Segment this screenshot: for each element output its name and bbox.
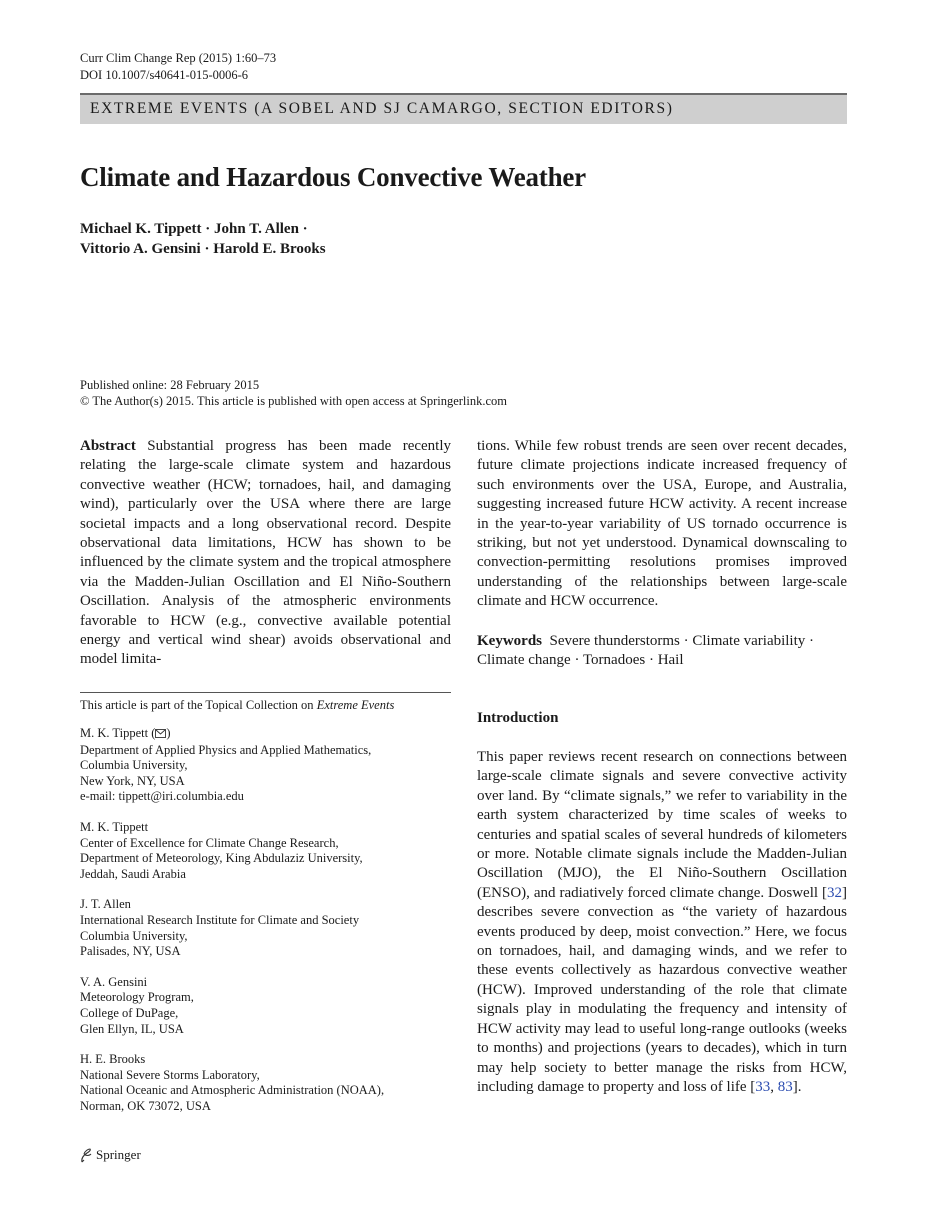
authors-line-1: Michael K. Tippett · John T. Allen ·	[80, 221, 308, 237]
citation-83[interactable]: 83	[777, 1078, 793, 1095]
affiliation-line: Columbia University,	[80, 758, 188, 773]
section-banner: EXTREME EVENTS (A SOBEL AND SJ CAMARGO, SECTION EDITORS)	[80, 93, 847, 124]
introduction-text	[477, 748, 847, 1097]
affiliations	[80, 726, 451, 1129]
abstract-text-left: Substantial progress has been made recently relating the large-scale climate system and hazardous convective weather (HCW; tornadoes, hail, and damaging wind), particularly over the USA where there are large societal impacts and a long observational record. Despite observational data limitations, HCW has shown to be influenced by the climate system and the tropical atmosphere via the Madden-Julian Oscillation and El Niño-Southern Oscillation. Analysis of the atmospheric environments favorable to HCW (e.g., convective available potential energy and vertical wind shear) avoids observational and model limita-	[80, 438, 451, 668]
doi-line[interactable]: DOI 10.1007/s40641-015-0006-6	[80, 68, 249, 82]
affiliation-name: V. A. Gensini	[80, 974, 148, 989]
citation-32[interactable]: 32	[827, 884, 842, 901]
affiliation	[80, 897, 451, 959]
citation-33[interactable]: 33	[755, 1078, 771, 1095]
affiliation-line: Palisades, NY, USA	[80, 944, 181, 959]
affiliation-line: New York, NY, USA	[80, 773, 185, 788]
affiliation-line: National Oceanic and Atmospheric Administration (NOAA),	[80, 1083, 385, 1098]
keywords-label: Keywords	[477, 633, 542, 649]
article-title: Climate and Hazardous Convective Weather	[80, 162, 586, 192]
abstract-label: Abstract	[80, 438, 136, 454]
affiliation-line: Department of Meteorology, King Abdulaziz University,	[80, 851, 363, 866]
intro-text-a: This paper reviews recent research on connections between large-scale climate signals and severe convective activity over land. By “climate signals,” we refer to variability in the earth system characterized by time scales of weeks to centuries and spatial scales of several hundreds of kilometers or more. Notable climate signals include the Madden-Julian Oscillation (MJO), the El Niño-Southern Oscillation (ENSO), and radiatively forced climate change. Doswell [	[477, 749, 847, 901]
topical-collection-note	[80, 698, 394, 713]
affiliation-line: Norman, OK 73072, USA	[80, 1098, 211, 1113]
abstract-text-right: tions. While few robust trends are seen over recent decades, future climate projections indicate increased frequency of such environments over the USA, Europe, and Australia, suggesting increased future HCW activity. A recent increase in the year-to-year variability of US tornado occurrence is striking, but not yet understood. Dynamical downscaling to convection-permitting resolutions promises improved understanding of the relationships between large-scale climate and HCW occurrence.	[477, 438, 847, 610]
journal-citation	[80, 50, 276, 84]
envelope-icon	[155, 727, 166, 743]
keywords-text: Severe thunderstorms · Climate variability · Climate change · Tornadoes · Hail	[477, 633, 815, 669]
affiliation-name-text: M. K. Tippett (	[80, 726, 156, 740]
authors-line-2: Vittorio A. Gensini · Harold E. Brooks	[80, 241, 326, 257]
affiliation-name	[80, 726, 451, 743]
topical-collection-name: Extreme Events	[316, 698, 395, 712]
affiliation-line: Center of Excellence for Climate Change Research,	[80, 835, 339, 850]
author-list	[80, 219, 326, 259]
topical-prefix: This article is part of the Topical Collection on	[80, 698, 317, 712]
affiliation	[80, 726, 451, 805]
affiliation	[80, 820, 451, 882]
intro-text-b: ] describes severe convection as “the variety of hazardous events produced by deep, moist convection.” Here, we focus on tornadoes, hail, and damaging winds, and we refer to these events collectively as hazardous convective weather (HCW). Improved understanding of the role that climate signals play in modulating the frequency and intensity of HCW activity may lead to useful long-range outlooks (weeks to months) and projections (years to decades), which in turn may help society to better manage the risks from HCW, including damage to property and loss of life [	[477, 884, 847, 1095]
springer-logo-icon	[80, 1148, 93, 1163]
affiliation-name-suffix: )	[166, 726, 171, 740]
affiliation-line: College of DuPage,	[80, 1005, 179, 1020]
affiliation-line: Columbia University,	[80, 928, 188, 943]
publisher-footer	[80, 1147, 141, 1163]
keywords	[477, 632, 847, 671]
footnote-divider	[80, 692, 451, 693]
publication-info	[80, 377, 507, 409]
affiliation-line: Jeddah, Saudi Arabia	[80, 866, 186, 881]
publisher-name: Springer	[96, 1147, 141, 1162]
journal-line: Curr Clim Change Rep (2015) 1:60–73	[80, 51, 277, 65]
affiliation	[80, 1052, 451, 1114]
abstract-left	[80, 437, 451, 670]
affiliation-line: Department of Applied Physics and Applied Mathematics,	[80, 742, 372, 757]
published-date: Published online: 28 February 2015	[80, 378, 260, 392]
affiliation-line: International Research Institute for Climate and Society	[80, 912, 360, 927]
copyright-notice: © The Author(s) 2015. This article is published with open access at Springerlink.com	[80, 394, 508, 408]
citation-separator: ,	[770, 1078, 778, 1095]
affiliation-name: M. K. Tippett	[80, 819, 149, 834]
affiliation	[80, 975, 451, 1037]
affiliation-line: National Severe Storms Laboratory,	[80, 1067, 260, 1082]
affiliation-line: Meteorology Program,	[80, 990, 194, 1005]
abstract-right	[477, 437, 847, 612]
affiliation-email[interactable]: e-mail: tippett@iri.columbia.edu	[80, 789, 244, 804]
affiliation-line: Glen Ellyn, IL, USA	[80, 1021, 184, 1036]
affiliation-name: H. E. Brooks	[80, 1052, 146, 1067]
introduction-heading: Introduction	[477, 710, 559, 726]
intro-text-c: ].	[792, 1078, 802, 1095]
affiliation-name: J. T. Allen	[80, 897, 131, 912]
